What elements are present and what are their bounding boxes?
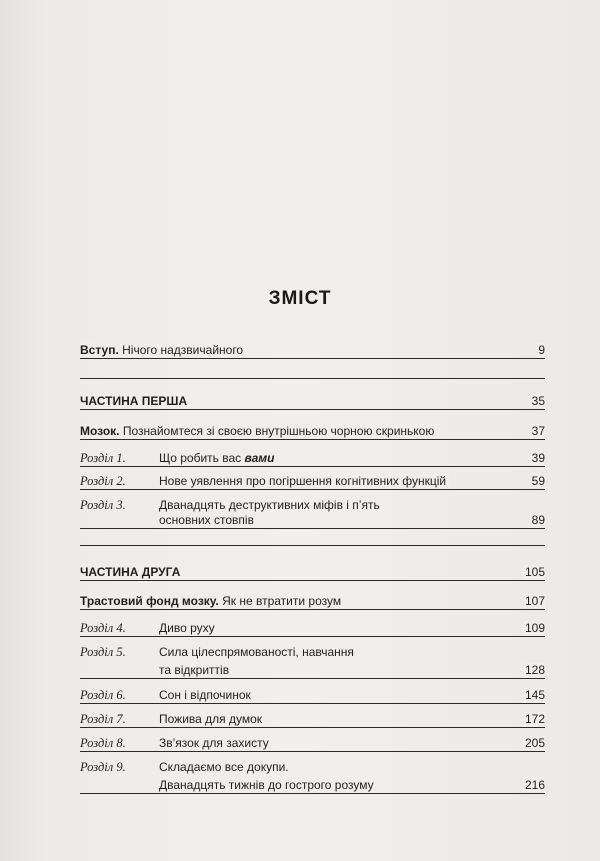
chapter-2-page-number: 59 (531, 474, 545, 488)
brain-text: Познайомтеся зі своєю внутрішньою чорною скринькою (122, 424, 435, 438)
intro-label: Вступ. (80, 343, 119, 357)
trust-fund-page-number: 107 (524, 594, 545, 608)
part1-page-number: 35 (531, 394, 545, 408)
toc-entry-chapter-3[interactable] (80, 498, 545, 529)
part2-title: ЧАСТИНА ДРУГА (80, 565, 183, 580)
chapter-5-page-number: 128 (524, 663, 545, 677)
section-divider (80, 545, 545, 546)
chapter-7-title: Пожива для думок (159, 712, 265, 727)
chapter-2-label: Розділ 2. (80, 474, 126, 488)
toc-entry-chapter-1[interactable] (80, 451, 545, 467)
chapter-4-title: Диво руху (159, 621, 218, 636)
chapter-6-label: Розділ 6. (80, 688, 126, 702)
chapter-5-title-line-1: Сила цілеспрямованості, навчання (159, 645, 354, 659)
chapter-6-page-number: 145 (524, 688, 545, 702)
chapter-8-page-number: 205 (524, 736, 545, 750)
chapter-8-title: Зв’язок для захисту (159, 736, 272, 751)
section-divider (80, 378, 545, 379)
toc-entry-intro[interactable] (80, 343, 545, 359)
chapter-1-label: Розділ 1. (80, 451, 126, 465)
toc-entry-chapter-8[interactable] (80, 736, 545, 752)
trust-fund-text: Як не втратити розум (222, 594, 342, 608)
chapter-2-title: Нове уявлення про погіршення когнітивних функцій (159, 474, 449, 489)
brain-label: Мозок. (80, 424, 120, 438)
chapter-9-page-number: 216 (524, 778, 545, 792)
brain-page-number: 37 (531, 424, 545, 438)
chapter-9-title-line-1: Складаємо все докупи. (159, 760, 289, 774)
part1-title: ЧАСТИНА ПЕРША (80, 394, 190, 409)
toc-entry-part2[interactable] (80, 565, 545, 581)
chapter-9-label: Розділ 9. (80, 760, 126, 774)
trust-fund-label: Трастовий фонд мозку. (80, 594, 219, 608)
chapter-5-title-line-2: та відкриттів (159, 663, 232, 678)
chapter-4-page-number: 109 (524, 621, 545, 635)
chapter-4-label: Розділ 4. (80, 621, 126, 635)
toc-entry-part1[interactable] (80, 394, 545, 410)
toc-entry-trust-fund[interactable] (80, 594, 545, 610)
toc-entry-brain[interactable] (80, 424, 545, 440)
toc-entry-chapter-2[interactable] (80, 474, 545, 490)
chapter-1-page-number: 39 (531, 451, 545, 465)
chapter-3-title-line-2: основних стовпів (159, 513, 257, 528)
intro-text: Нічого надзвичайного (122, 343, 244, 357)
toc-entry-chapter-4[interactable] (80, 621, 545, 637)
chapter-5-label: Розділ 5. (80, 645, 126, 659)
part2-page-number: 105 (524, 565, 545, 579)
toc-entry-chapter-9[interactable] (80, 760, 545, 794)
chapter-1-title: Що робить вас (159, 451, 245, 465)
page-title: ЗМІСТ (268, 288, 332, 309)
chapter-8-label: Розділ 8. (80, 736, 126, 750)
toc-entry-chapter-5[interactable] (80, 645, 545, 679)
chapter-7-page-number: 172 (524, 712, 545, 726)
chapter-7-label: Розділ 7. (80, 712, 126, 726)
chapter-6-title: Сон і відпочинок (159, 688, 254, 703)
chapter-3-page-number: 89 (531, 513, 545, 527)
chapter-1-title-emphasis: вами (244, 451, 275, 465)
toc-entry-chapter-6[interactable] (80, 688, 545, 704)
toc-entry-chapter-7[interactable] (80, 712, 545, 728)
chapter-3-title-line-1: Дванадцять деструктивних міфів і п’ять (159, 498, 380, 512)
chapter-9-title-line-2: Дванадцять тижнів до гострого розуму (159, 778, 377, 793)
intro-page-number: 9 (538, 343, 545, 357)
chapter-3-label: Розділ 3. (80, 498, 126, 512)
